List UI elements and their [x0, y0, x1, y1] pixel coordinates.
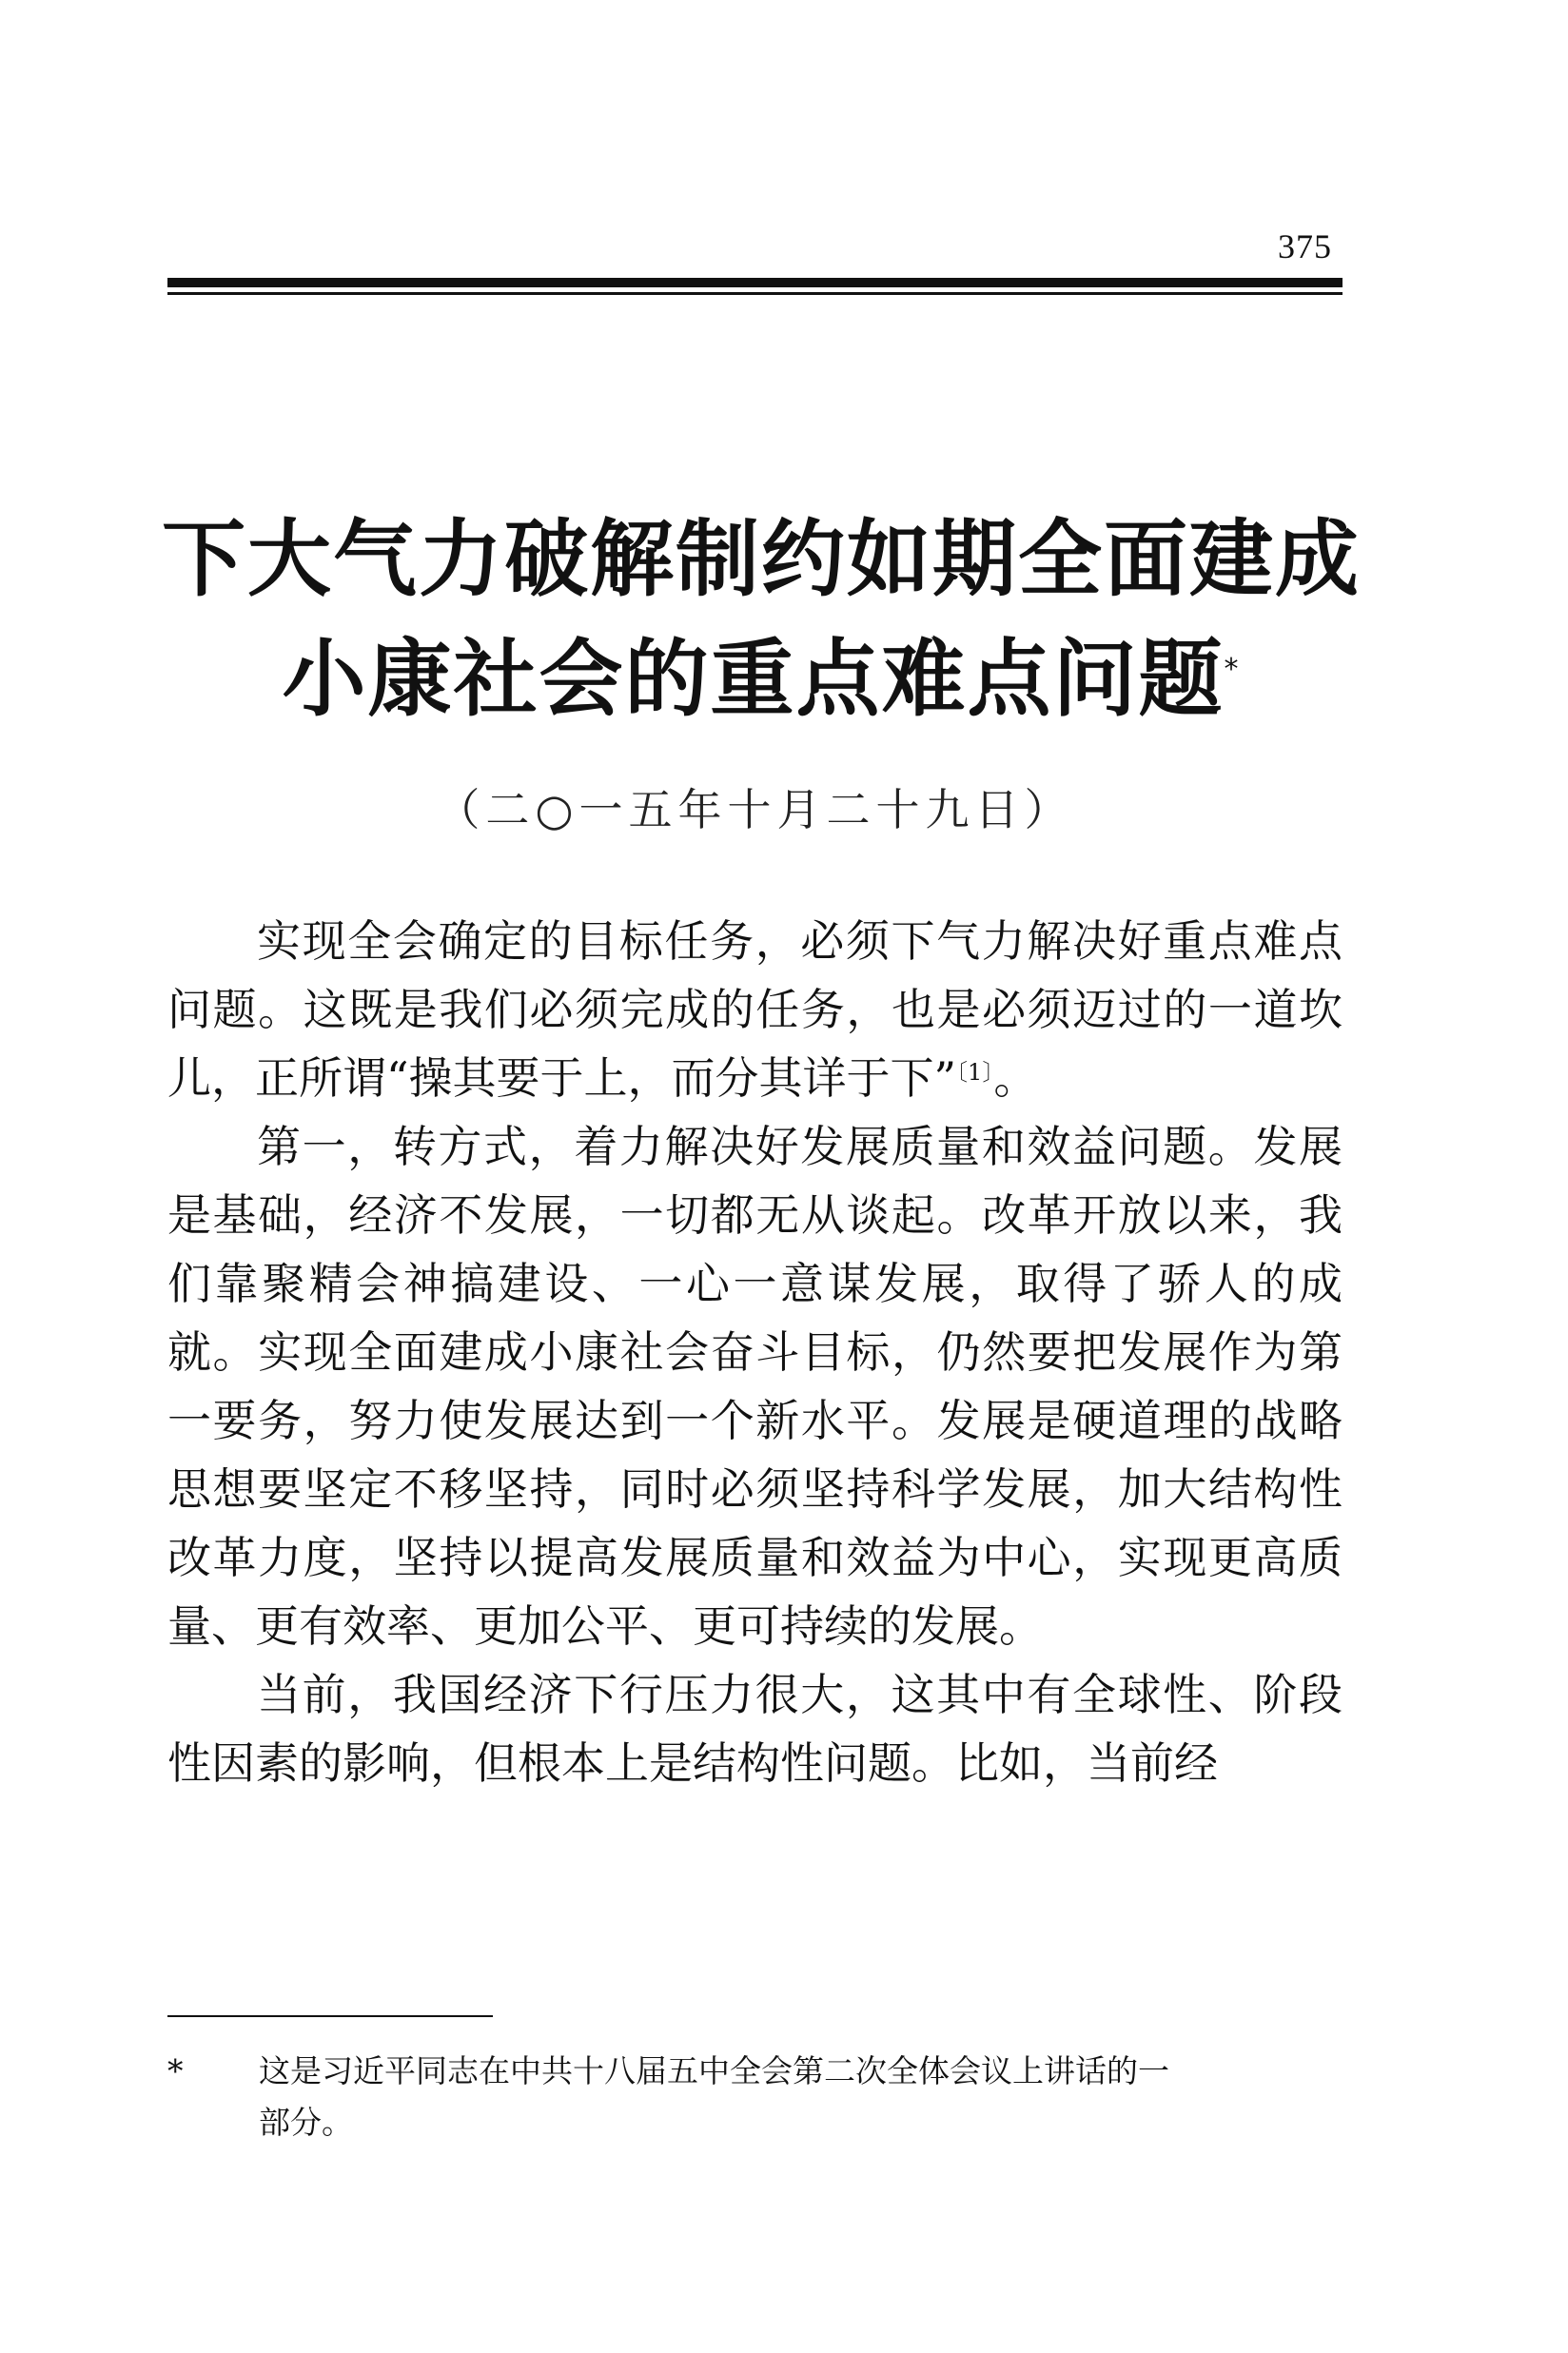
- footnote: [167, 2046, 1343, 2148]
- footnote-text-line-1: 这是习近平同志在中共十八届五中全会第二次全体会议上讲话的一: [259, 2052, 1169, 2089]
- paragraph-3: 当前，我国经济下行压力很大，这其中有全球性、阶段性因素的影响，但根本上是结构性问题。比如，当前经: [167, 1669, 1343, 1789]
- title-line-2: [143, 619, 1380, 739]
- paragraph-1-text: 实现全会确定的目标任务，必须下气力解决好重点难点问题。这既是我们必须完成的任务，也是必须迈过的一道坎儿，正所谓“操其要于上，而分其详于下”: [167, 915, 1343, 1104]
- header-rule-thick: [167, 278, 1343, 287]
- page-number: 375: [1278, 227, 1332, 265]
- footnote-rule: [167, 2015, 493, 2017]
- header-rule-thin: [167, 292, 1343, 295]
- footnote-text-line-2: 部分。: [259, 2104, 353, 2141]
- paragraph-1: [167, 907, 1343, 1112]
- paragraph-1-end: 。: [993, 1052, 1038, 1104]
- speech-date: （二○一五年十月二十九日）: [436, 784, 1074, 835]
- title-line-1: 下大气力破解制约如期全面建成: [161, 510, 1361, 608]
- title-line-2-text: 小康社会的重点难点问题: [282, 630, 1225, 728]
- body-text: [167, 907, 1343, 1797]
- reference-marker: 〔1〕: [956, 1059, 994, 1086]
- page-title: [143, 500, 1380, 739]
- paragraph-2: 第一，转方式，着力解决好发展质量和效益问题。发展是基础，经济不发展，一切都无从谈起。改革开放以来，我们靠聚精会神搞建设、一心一意谋发展，取得了骄人的成就。实现全面建成小康社会奋斗目标，仍然要把发展作为第一要务，努力使发展达到一个新水平。发展是硬道理的战略思想要坚定不移坚持，同时必须坚持科学发展，加大结构性改革力度，坚持以提高发展质量和效益为中心，实现更高质量、更有效率、更加公平、更可持续的发展。: [167, 1121, 1343, 1652]
- title-footnote-marker: *: [1224, 653, 1241, 686]
- footnote-marker: *: [167, 2052, 184, 2089]
